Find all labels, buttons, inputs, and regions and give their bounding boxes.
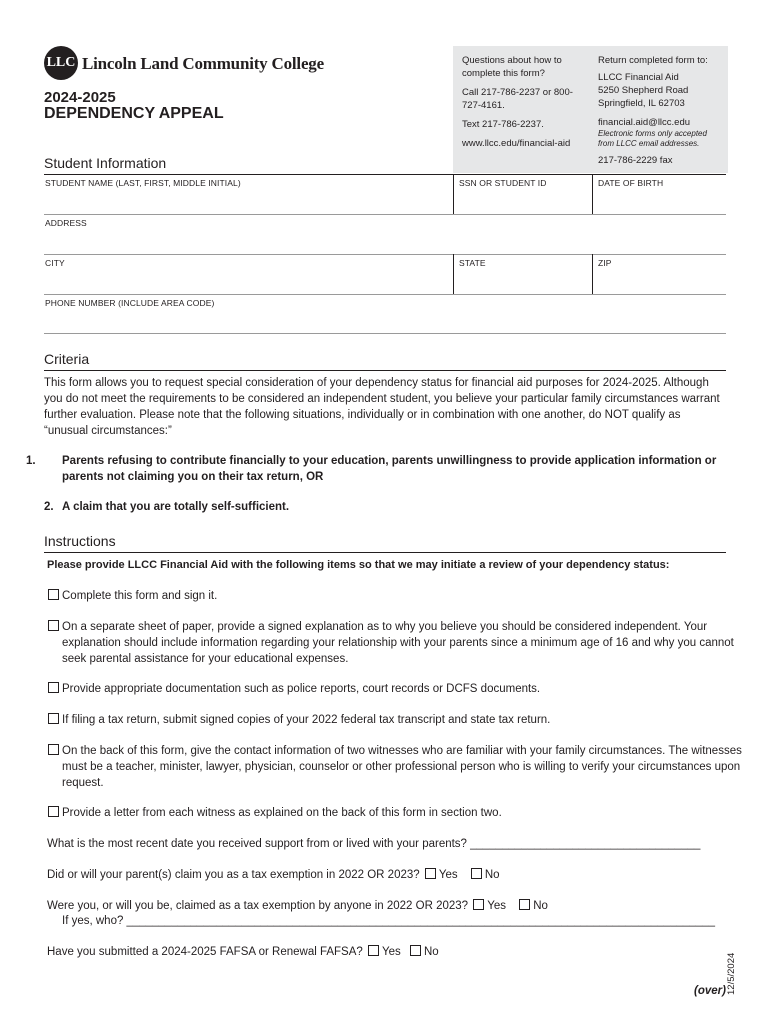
question-text: Have you submitted a 2024-2025 FAFSA or Renewal FAFSA? — [47, 946, 363, 958]
no-checkbox[interactable] — [519, 899, 530, 910]
question-text: Did or will your parent(s) claim you as a tax exemption in 2022 OR 2023? — [47, 869, 420, 881]
call-line: Call 217-786-2237 or 800-727-4161. — [462, 87, 573, 111]
instructions-rule — [44, 552, 726, 553]
no-checkbox[interactable] — [410, 945, 421, 956]
address-street: 5250 Shepherd Road — [598, 85, 689, 96]
instruction-text: On the back of this form, give the contact information of two witnesses who are familiar with your family circumstances. The witnesses must be a teacher, minister, lawyer, physician, counselor or other professional person who is willing to verify your circumstances upon request. — [62, 745, 742, 789]
criteria-item-text: A claim that you are totally self-sufficient. — [62, 501, 290, 513]
phone-label: PHONE NUMBER (INCLUDE AREA CODE) — [45, 298, 215, 308]
dob-label: DATE OF BIRTH — [598, 178, 664, 188]
yes-checkbox[interactable] — [368, 945, 379, 956]
no-label: No — [533, 900, 548, 912]
criteria-item-text: Parents refusing to contribute financially to your education, parents unwillingness to provide application information or parents not claiming you on their tax return, OR — [62, 455, 717, 483]
instruction-checkbox[interactable] — [48, 620, 59, 631]
website-link[interactable]: www.llcc.edu/financial-aid — [462, 138, 571, 149]
divider — [592, 254, 593, 294]
revision-date: 12/5/2024 — [726, 952, 737, 995]
zip-label: ZIP — [598, 258, 612, 268]
return-label: Return completed form to: — [598, 55, 708, 66]
address-label: ADDRESS — [45, 218, 87, 228]
divider — [453, 254, 454, 294]
criteria-item-2 — [44, 499, 734, 515]
field-rule — [44, 254, 726, 255]
criteria-item-1 — [26, 453, 736, 485]
question-fafsa — [47, 944, 439, 960]
address-city: Springfield, IL 62703 — [598, 98, 685, 109]
no-label: No — [423, 946, 439, 958]
question-parent-exemption — [47, 867, 500, 883]
divider — [592, 174, 593, 214]
text-line: Text 217-786-2237. — [462, 119, 544, 130]
instruction-text: Provide a letter from each witness as explained on the back of this form in section two. — [62, 807, 502, 819]
criteria-intro: This form allows you to request special consideration of your dependency status for financial aid purposes for 2024-2025. Although you do not meet the requirements to be considered an independent student, you believe your particular family circumstances warrant further evaluation. Please note that the following situations, individually or in combination with one another, do NOT qualify as “unusual circumstances:” — [44, 377, 720, 437]
instruction-checkbox[interactable] — [48, 744, 59, 755]
city-label: CITY — [45, 258, 65, 268]
instruction-item — [48, 681, 742, 697]
logo-letters: LLC — [46, 55, 76, 70]
yes-label: Yes — [438, 869, 458, 881]
electronic-note: Electronic forms only accepted from LLCC email addresses. — [598, 129, 707, 148]
criteria-rule — [44, 370, 726, 371]
question-support-date: What is the most recent date you received support from or lived with your parents? ____________________________________ — [47, 838, 701, 850]
criteria-item-number: 1. — [26, 455, 36, 467]
email-link[interactable]: financial.aid@llcc.edu — [598, 117, 691, 128]
instructions-lead: Please provide LLCC Financial Aid with the following items so that we may initiate a review of your dependency status: — [47, 559, 670, 571]
instruction-item — [48, 619, 742, 667]
form-title: DEPENDENCY APPEAL — [44, 105, 224, 122]
yes-checkbox[interactable] — [425, 868, 436, 879]
field-rule — [44, 333, 726, 334]
ssn-label: SSN OR STUDENT ID — [459, 178, 547, 188]
instruction-checkbox[interactable] — [48, 713, 59, 724]
yes-label: Yes — [382, 946, 401, 958]
question-if-yes-who: If yes, who? ____________________________________________________________________________________________ — [62, 915, 715, 927]
student-info-title: Student Information — [44, 155, 167, 171]
criteria-title: Criteria — [44, 351, 90, 367]
instruction-checkbox[interactable] — [48, 806, 59, 817]
student-info-rule — [44, 174, 726, 175]
field-rule — [44, 294, 726, 295]
instruction-checkbox[interactable] — [48, 589, 59, 600]
yes-label: Yes — [487, 900, 507, 912]
state-label: STATE — [459, 258, 486, 268]
instruction-text: On a separate sheet of paper, provide a signed explanation as to why you believe you should be considered independent. Your explanation should include information regarding your relationship with your parents since a minimum age of 16 and why you cannot seek parental assistance for your educational expenses. — [62, 621, 734, 665]
college-logo — [44, 46, 78, 80]
fax-number: 217-786-2229 fax — [598, 155, 673, 166]
over-note: (over) — [694, 985, 726, 997]
questions-label: Questions about how to complete this form? — [462, 55, 562, 79]
no-checkbox[interactable] — [471, 868, 482, 879]
address-name: LLCC Financial Aid — [598, 72, 679, 83]
no-label: No — [484, 869, 500, 881]
instruction-text: Complete this form and sign it. — [62, 590, 218, 602]
question-text: Were you, or will you be, claimed as a tax exemption by anyone in 2022 OR 2023? — [47, 900, 469, 912]
contact-left-column — [462, 54, 587, 156]
instruction-item — [48, 588, 742, 604]
contact-right-column — [598, 54, 724, 167]
contact-info-box — [453, 46, 728, 173]
college-name: Lincoln Land Community College — [82, 54, 324, 73]
instruction-text: If filing a tax return, submit signed copies of your 2022 federal tax transcript and state tax return. — [62, 714, 551, 726]
yes-checkbox[interactable] — [473, 899, 484, 910]
instruction-item — [48, 743, 742, 791]
form-year: 2024-2025 — [44, 89, 116, 106]
question-anyone-exemption — [47, 898, 548, 914]
instructions-title: Instructions — [44, 533, 116, 549]
instruction-item — [48, 712, 742, 728]
student-name-label: STUDENT NAME (LAST, FIRST, MIDDLE INITIAL) — [45, 178, 241, 188]
criteria-item-number: 2. — [44, 501, 54, 513]
instruction-item — [48, 805, 742, 821]
instruction-text: Provide appropriate documentation such as police reports, court records or DCFS documents. — [62, 683, 541, 695]
field-rule — [44, 214, 726, 215]
divider — [453, 174, 454, 214]
instruction-checkbox[interactable] — [48, 682, 59, 693]
